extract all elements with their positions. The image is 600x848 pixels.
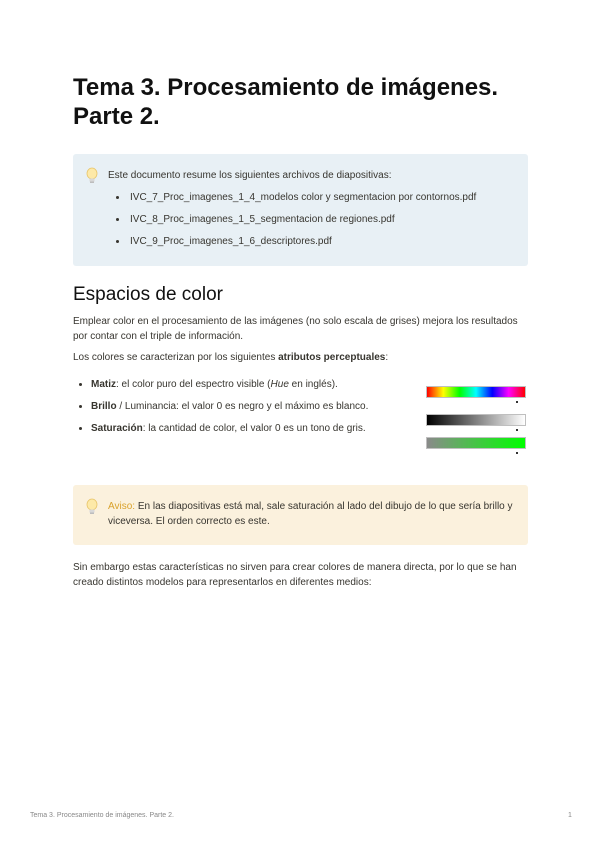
lightbulb-icon xyxy=(85,498,99,516)
saturation-gradient-bar xyxy=(426,437,526,449)
attribute-saturation: • Saturación: la cantidad de color, el valor 0 es un tono de gris. xyxy=(91,421,441,436)
hue-marker xyxy=(516,401,518,403)
attributes-bold: atributos perceptuales xyxy=(278,352,386,363)
closing-paragraph: Sin embargo estas características no sirven para crear colores de manera directa, por lo que se han creado distintos modelos para representarlos en diferentes medios: xyxy=(73,562,517,588)
info-callout-intro: Este documento resume los siguientes archivos de diapositivas: xyxy=(108,170,392,181)
attribute-hue: • Matiz: el color puro del espectro visible (Hue en inglés). xyxy=(91,377,441,392)
attributes-intro: Los colores se caracterizan por los siguientes atributos perceptuales: xyxy=(73,352,389,363)
warning-text: En las diapositivas está mal, sale saturación al lado del dibujo de lo que sería brillo y viceversa. El orden correcto es este. xyxy=(108,501,513,527)
brightness-marker xyxy=(516,429,518,431)
section-heading: Espacios de color xyxy=(73,284,223,305)
warning-label: Aviso: xyxy=(108,501,136,512)
attribute-brightness: • Brillo / Luminancia: el valor 0 es negro y el máximo es blanco. xyxy=(91,399,441,414)
hue-gradient-bar xyxy=(426,386,526,398)
page-title: Tema 3. Procesamiento de imágenes. Parte 2. xyxy=(73,74,499,130)
section-paragraph: Emplear color en el procesamiento de las imágenes (no solo escala de grises) mejora los resultados por contar con el triple de información. xyxy=(73,316,518,342)
file-list-item: • IVC_8_Proc_imagenes_1_5_segmentacion de regiones.pdf xyxy=(128,212,514,227)
info-callout xyxy=(73,154,528,266)
brightness-gradient-bar xyxy=(426,414,526,426)
attribute-list xyxy=(73,377,441,443)
warning-callout xyxy=(73,485,528,545)
page-number: 1 xyxy=(568,812,572,819)
file-list-item: • IVC_7_Proc_imagenes_1_4_modelos color y segmentacion por contornos.pdf xyxy=(128,190,514,205)
lightbulb-icon xyxy=(85,167,99,185)
file-list-item: • IVC_9_Proc_imagenes_1_6_descriptores.pdf xyxy=(128,234,514,249)
footer-title: Tema 3. Procesamiento de imágenes. Parte 2. xyxy=(30,812,174,819)
saturation-marker xyxy=(516,452,518,454)
file-list xyxy=(108,190,514,249)
